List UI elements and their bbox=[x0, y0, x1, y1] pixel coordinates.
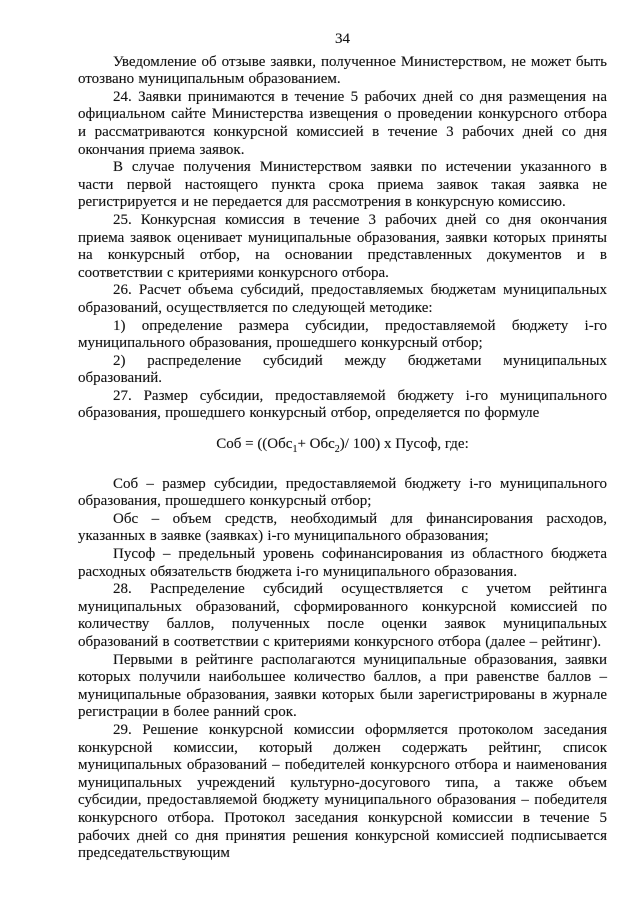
paragraph-late-application: В случае получения Министерством заявки по истечении указанного в части первой настоящего пункта срока приема заявок такая заявка не регистрируется и не передается для рассмотрения в конкурсную комиссию. bbox=[78, 159, 607, 211]
page-number: 34 bbox=[335, 31, 350, 47]
paragraph-definition-obs: Обс – объем средств, необходимый для финансирования расходов, указанных в заявке (заявках) i-го муниципального образования; bbox=[78, 510, 607, 545]
paragraph-definition-sob: Соб – размер субсидии, предоставляемой бюджету i-го муниципального образования, прошедшего конкурсный отбор; bbox=[78, 475, 607, 510]
subsidy-formula bbox=[78, 436, 607, 454]
paragraph-definition-pusof: Пусоф – предельный уровень софинансирования из областного бюджета расходных обязательств бюджета i-го муниципального образования. bbox=[78, 546, 607, 580]
paragraph-rating-order: Первыми в рейтинге располагаются муниципальные образования, заявки которых получили наибольшее количество баллов, а при равенстве баллов – муниципальные образования, заявки которых были зарегистрированы в журнале регистрации в более ранний срок. bbox=[78, 651, 607, 721]
formula-text: Соб = ((Обс bbox=[216, 436, 293, 453]
formula-subscript-1: 1 bbox=[292, 444, 298, 456]
paragraph-method-item-1: 1) определение размера субсидии, предоставляемой бюджету i-го муниципального образования, прошедшего конкурсный отбор; bbox=[78, 317, 607, 352]
paragraph-method-item-2: 2) распределение субсидий между бюджетами муниципальных образований. bbox=[78, 352, 607, 387]
paragraph-clause-29: 29. Решение конкурсной комиссии оформляется протоколом заседания конкурсной комиссии, который должен содержать рейтинг, список муниципальных образований – победителей конкурсного отбора и наименования муниципальных учреждений культурно-досугового типа, а также объем субсидии, предоставляемой бюджету муниципального образования – победителя конкурсного отбора. Протокол заседания конкурсной комиссии в течение 5 рабочих дней со дня принятия решения конкурсной комиссией подписывается председательствующим bbox=[78, 721, 607, 862]
paragraph-clause-26: 26. Расчет объема субсидий, предоставляемых бюджетам муниципальных образований, осуществляется по следующей методике: bbox=[78, 282, 607, 316]
paragraph-clause-25: 25. Конкурсная комиссия в течение 3 рабочих дней со дня окончания приема заявок оценивает муниципальные образования, заявки которых приняты на конкурсный отбор, на основании представленных документов и в соответствии с критериями конкурсного отбора. bbox=[78, 211, 607, 281]
paragraph-clause-27: 27. Размер субсидии, предоставляемой бюджету i-го муниципального образования, прошедшего конкурсный отбор, определяется по формуле bbox=[78, 387, 607, 422]
formula-text: )/ 100) х Пусоф, где: bbox=[339, 436, 469, 453]
paragraph-clause-28: 28. Распределение субсидий осуществляется с учетом рейтинга муниципальных образований, сформированного конкурсной комиссией по количеству баллов, полученных после оценки заявок муниципальных образований в соответствии с критериями конкурсного отбора (далее – рейтинг). bbox=[78, 581, 607, 650]
paragraph-clause-24: 24. Заявки принимаются в течение 5 рабочих дней со дня размещения на официальном сайте Министерства извещения о проведении конкурсного отбора и рассматриваются конкурсной комиссией в течение 3 рабочих дней со дня окончания приема заявок. bbox=[78, 88, 607, 158]
formula-text: + Обс bbox=[297, 436, 335, 453]
paragraph-notice-withdrawal: Уведомление об отзыве заявки, полученное Министерством, не может быть отозвано муниципальным образованием. bbox=[78, 53, 607, 88]
formula-subscript-2: 2 bbox=[334, 444, 340, 456]
